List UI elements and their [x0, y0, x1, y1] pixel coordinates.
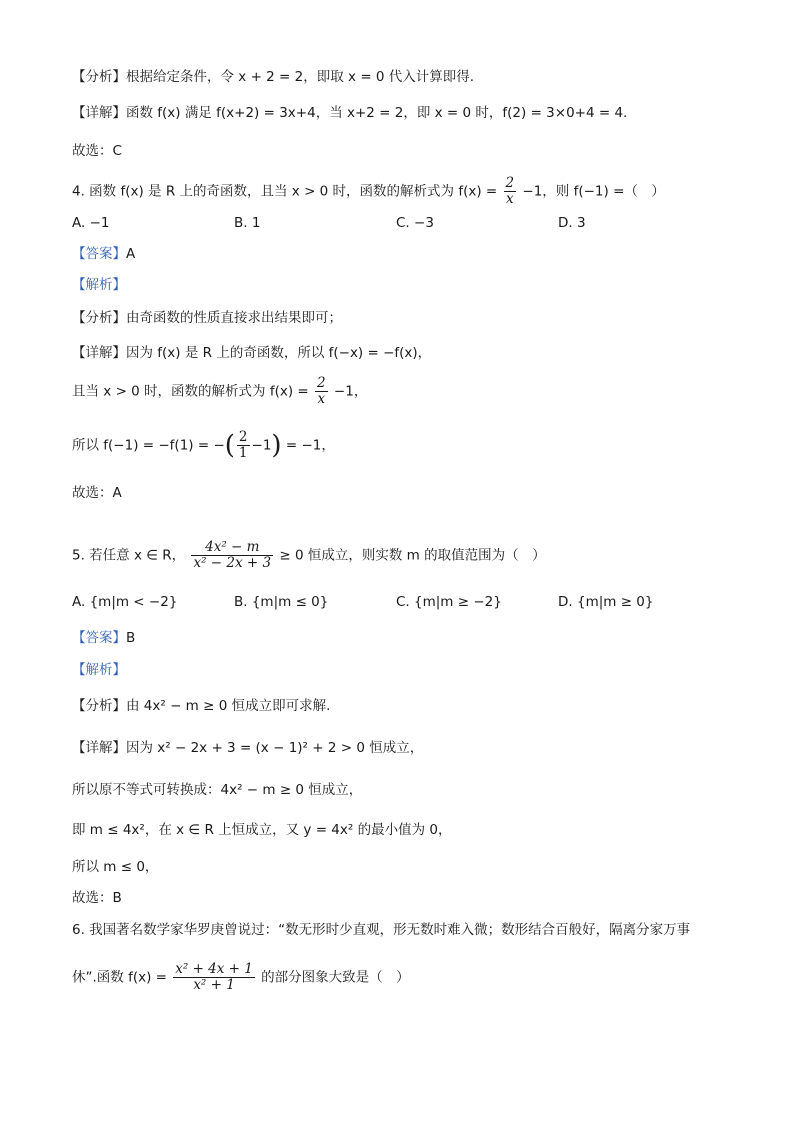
q4-option-c: C. −3	[396, 215, 434, 231]
q6-fraction	[173, 962, 255, 993]
answer-value: B	[126, 630, 136, 646]
line3-after: = −1，	[285, 437, 335, 454]
q5-option-b: B. {m|m ≤ 0}	[234, 594, 329, 610]
line2-before: 且当 x > 0 时，函数的解析式为 f(x) =	[72, 383, 309, 400]
q4-answer-line	[72, 245, 135, 263]
q6-stem-after: 的部分图象大致是（ ）	[261, 969, 410, 986]
detail-label: 【详解】	[72, 740, 126, 756]
q5-option-d: D. {m|m ≥ 0}	[558, 594, 654, 610]
frac-numerator: 2	[238, 429, 248, 445]
frac-denominator: x² + 1	[173, 977, 255, 993]
detail-text: 因为 x² − 2x + 3 = (x − 1)² + 2 > 0 恒成立，	[126, 740, 424, 756]
line3-before: 所以 f(−1) = −f(1) = −	[72, 437, 225, 454]
frac-denominator: x	[315, 391, 328, 407]
q4-stem-before: 4. 函数 f(x) 是 R 上的奇函数，且当 x > 0 时，函数的解析式为 f(x) =	[72, 183, 498, 200]
q4-detail-line3: 所以 f(−1) = −f(1) = −( $\frac{2}{1}$ −1) = −1，	[72, 429, 335, 461]
detail-label: 【详解】	[72, 345, 126, 361]
frac-numerator: 2	[317, 375, 326, 391]
q5-choice: 故选：B	[72, 890, 122, 906]
answer-value: A	[126, 246, 136, 262]
analysis-text: 由奇函数的性质直接求出结果即可；	[126, 310, 342, 326]
q5-fraction	[191, 540, 273, 571]
right-paren-icon: )	[271, 430, 282, 461]
frac-denominator: x	[504, 191, 517, 207]
q4-jiexi-label: 【解析】	[72, 277, 126, 293]
frac-numerator: 2	[505, 175, 515, 191]
q5-detail-line	[72, 739, 423, 757]
fraction-2-over-1	[237, 430, 250, 461]
frac-denominator: 1	[238, 445, 248, 461]
detail-text: 函数 f(x) 满足 f(x+2) = 3x+4，当 x+2 = 2，即 x = 0 时，f(2) = 3×0+4 = 4.	[126, 105, 628, 121]
q3-detail-line	[72, 104, 627, 122]
q4-analysis-line	[72, 309, 342, 327]
q5-stem	[72, 540, 546, 571]
q3-choice: 故选：C	[72, 143, 122, 159]
fraction-2-over-x	[504, 176, 517, 207]
analysis-label: 【分析】	[72, 310, 126, 326]
left-paren-icon: (	[224, 430, 235, 461]
detail-label: 【详解】	[72, 105, 126, 121]
q4-choice: 故选：A	[72, 485, 122, 501]
analysis-label: 【分析】	[72, 69, 126, 85]
q5-answer-line	[72, 629, 135, 647]
q4-option-a: A. −1	[72, 215, 110, 231]
analysis-text: 根据给定条件，令 x + 2 = 2，即取 x = 0 代入计算即得.	[126, 69, 475, 85]
analysis-text: 由 4x² − m ≥ 0 恒成立即可求解.	[126, 698, 331, 714]
q6-stem-line1: 6. 我国著名数学家华罗庚曾说过：“数无形时少直观，形无数时难入微；数形结合百般好，隔离分家万事	[72, 922, 691, 938]
frac-numerator: 4x² − m	[205, 539, 260, 555]
detail-text: 因为 f(x) 是 R 上的奇函数，所以 f(−x) = −f(x)，	[126, 345, 432, 361]
q5-stem-after: ≥ 0 恒成立，则实数 m 的取值范围为（ ）	[279, 547, 546, 564]
q3-analysis-line	[72, 68, 474, 86]
q5-option-c: C. {m|m ≥ −2}	[396, 594, 502, 610]
q5-jiexi-label: 【解析】	[72, 662, 126, 678]
q5-detail-line4: 所以 m ≤ 0，	[72, 859, 159, 875]
q4-detail-line2	[72, 376, 367, 407]
q4-stem-after: −1，则 f(−1) =（ ）	[522, 183, 665, 200]
answer-label: 【答案】	[72, 246, 126, 262]
q4-option-b: B. 1	[234, 215, 261, 231]
q5-detail-line2: 所以原不等式可转换成：4x² − m ≥ 0 恒成立，	[72, 782, 363, 798]
q4-option-d: D. 3	[558, 215, 586, 231]
q6-stem-line2	[72, 962, 410, 993]
q5-analysis-line	[72, 697, 330, 715]
q5-stem-before: 5. 若任意 x ∈ R，	[72, 547, 186, 564]
analysis-label: 【分析】	[72, 698, 126, 714]
q6-stem-before: 休”.函数 f(x) =	[72, 969, 167, 986]
line2-after: −1，	[333, 383, 368, 400]
q5-detail-line3: 即 m ≤ 4x²，在 x ∈ R 上恒成立，又 y = 4x² 的最小值为 0，	[72, 822, 452, 838]
q5-option-a: A. {m|m < −2}	[72, 594, 178, 610]
q4-detail-line	[72, 344, 431, 362]
q4-stem	[72, 176, 665, 207]
frac-denominator: x² − 2x + 3	[193, 555, 272, 571]
fraction-2-over-x	[315, 376, 328, 407]
answer-label: 【答案】	[72, 630, 126, 646]
frac-numerator: x² + 4x + 1	[175, 961, 253, 977]
